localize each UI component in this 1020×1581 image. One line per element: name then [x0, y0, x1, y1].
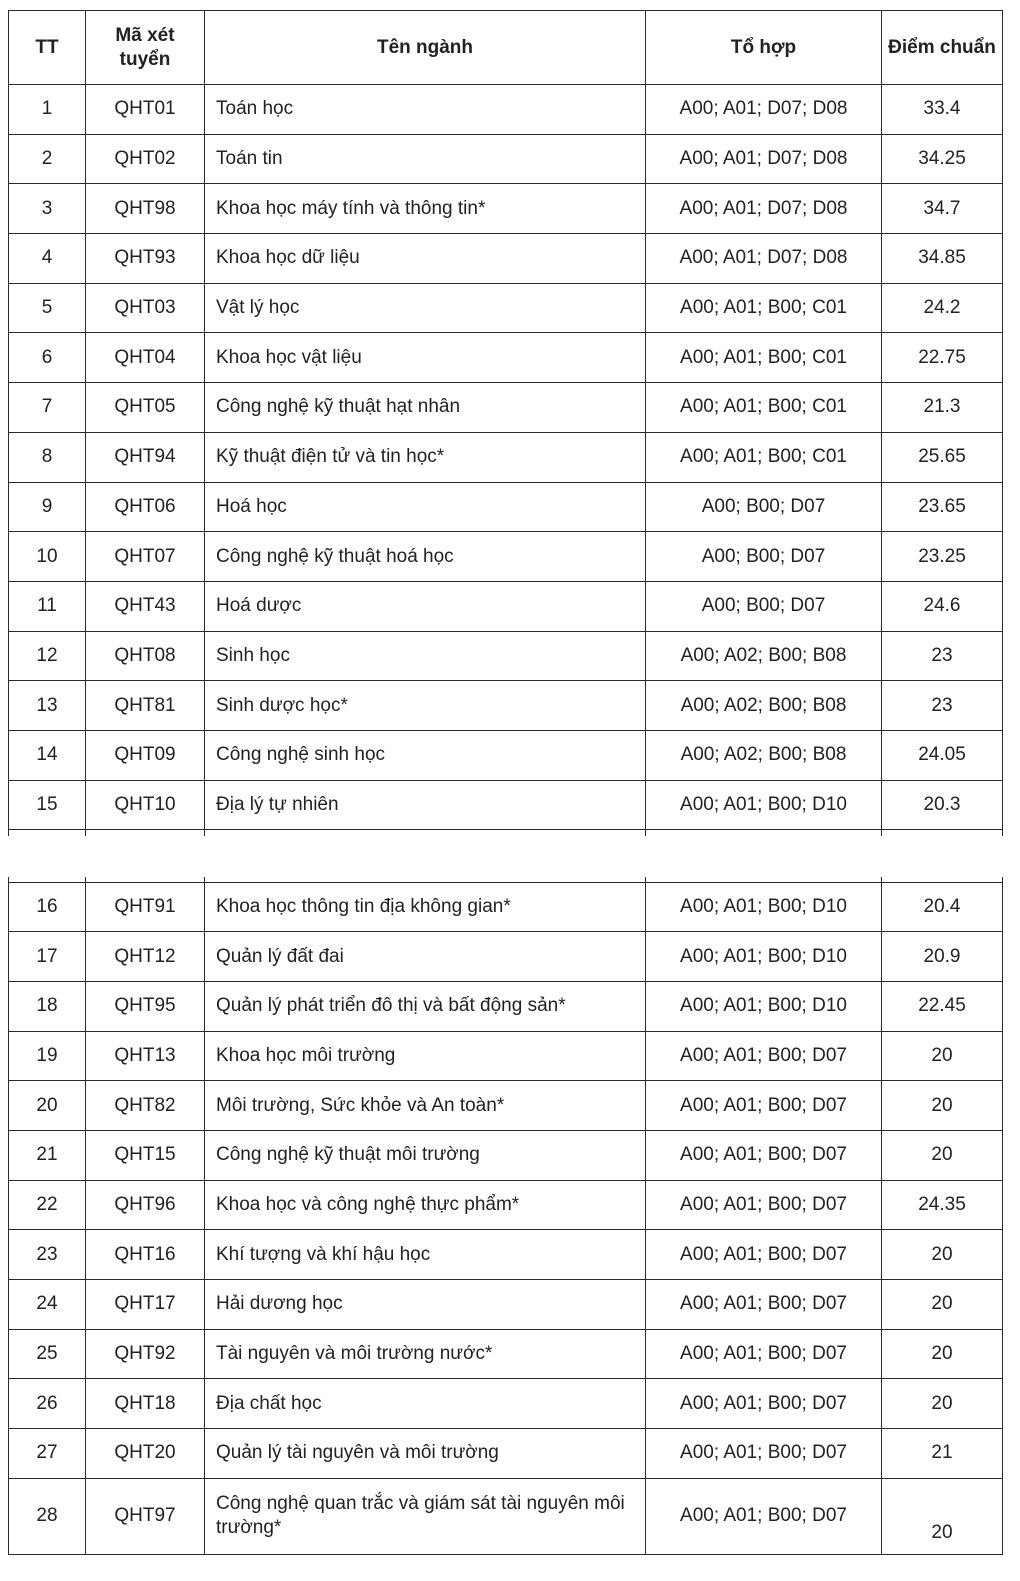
row-number: 10 [9, 532, 86, 582]
subject-combination: A00; A01; B00; C01 [646, 432, 882, 482]
major-code: QHT15 [86, 1130, 205, 1180]
subject-combination: A00; B00; D07 [646, 581, 882, 631]
subject-combination: A00; A01; B00; D07 [646, 1081, 882, 1131]
table-row [9, 134, 1003, 184]
subject-combination: A00; A02; B00; B08 [646, 631, 882, 681]
row-number: 15 [9, 780, 86, 830]
major-code: QHT13 [86, 1031, 205, 1081]
table-row [9, 882, 1003, 932]
table-row [9, 1230, 1003, 1280]
table-row [9, 283, 1003, 333]
major-code: QHT05 [86, 383, 205, 433]
table-row [9, 581, 1003, 631]
table-row [9, 1180, 1003, 1230]
subject-combination: A00; A02; B00; B08 [646, 730, 882, 780]
major-name: Hải dương học [205, 1280, 646, 1330]
row-number: 12 [9, 631, 86, 681]
admission-table-part-2 [8, 877, 1003, 1555]
major-name: Quản lý tài nguyên và môi trường [205, 1429, 646, 1479]
row-number: 5 [9, 283, 86, 333]
subject-combination: A00; A01; B00; C01 [646, 283, 882, 333]
major-code: QHT17 [86, 1280, 205, 1330]
subject-combination: A00; A01; B00; D07 [646, 1429, 882, 1479]
major-name: Sinh dược học* [205, 681, 646, 731]
cutoff-score: 22.75 [882, 333, 1003, 383]
table-row [9, 383, 1003, 433]
major-name: Khoa học máy tính và thông tin* [205, 184, 646, 234]
header-score: Điểm chuẩn [882, 11, 1003, 85]
major-code: QHT92 [86, 1329, 205, 1379]
major-name: Công nghệ kỹ thuật môi trường [205, 1130, 646, 1180]
major-code: QHT04 [86, 333, 205, 383]
table-row [9, 631, 1003, 681]
major-code: QHT43 [86, 581, 205, 631]
major-code: QHT12 [86, 932, 205, 982]
header-tt: TT [9, 11, 86, 85]
major-code: QHT09 [86, 730, 205, 780]
table-row [9, 1081, 1003, 1131]
table-row [9, 482, 1003, 532]
row-number: 13 [9, 681, 86, 731]
major-name: Khoa học thông tin địa không gian* [205, 882, 646, 932]
major-name: Môi trường, Sức khỏe và An toàn* [205, 1081, 646, 1131]
major-name: Tài nguyên và môi trường nước* [205, 1329, 646, 1379]
subject-combination: A00; A01; D07; D08 [646, 234, 882, 284]
major-code: QHT10 [86, 780, 205, 830]
cutoff-score: 20 [882, 1379, 1003, 1429]
major-code: QHT96 [86, 1180, 205, 1230]
row-number: 28 [9, 1478, 86, 1554]
table-row [9, 1478, 1003, 1554]
row-number: 14 [9, 730, 86, 780]
header-code: Mã xét tuyển [86, 11, 205, 85]
cutoff-score: 23 [882, 681, 1003, 731]
cutoff-score: 20 [882, 1329, 1003, 1379]
table-row [9, 681, 1003, 731]
major-name: Quản lý đất đai [205, 932, 646, 982]
row-number: 1 [9, 85, 86, 135]
subject-combination: A00; A01; B00; D10 [646, 780, 882, 830]
table-row [9, 1329, 1003, 1379]
cutoff-score: 34.25 [882, 134, 1003, 184]
row-number: 16 [9, 882, 86, 932]
table-header-row [9, 11, 1003, 85]
row-number: 9 [9, 482, 86, 532]
major-name: Công nghệ kỹ thuật hạt nhân [205, 383, 646, 433]
header-combo: Tổ hợp [646, 11, 882, 85]
subject-combination: A00; A01; D07; D08 [646, 184, 882, 234]
major-code: QHT07 [86, 532, 205, 582]
row-number: 17 [9, 932, 86, 982]
table-row [9, 532, 1003, 582]
cutoff-score: 20 [882, 1280, 1003, 1330]
subject-combination: A00; A01; D07; D08 [646, 85, 882, 135]
major-code: QHT97 [86, 1478, 205, 1554]
row-number: 21 [9, 1130, 86, 1180]
subject-combination: A00; A01; D07; D08 [646, 134, 882, 184]
cutoff-score: 24.2 [882, 283, 1003, 333]
cutoff-score: 20 [882, 1478, 1003, 1554]
major-name: Khoa học môi trường [205, 1031, 646, 1081]
row-number: 20 [9, 1081, 86, 1131]
cutoff-score: 23.25 [882, 532, 1003, 582]
cutoff-score: 24.6 [882, 581, 1003, 631]
subject-combination: A00; A01; B00; D07 [646, 1280, 882, 1330]
cutoff-score: 20.4 [882, 882, 1003, 932]
major-code: QHT94 [86, 432, 205, 482]
major-name: Hoá học [205, 482, 646, 532]
row-number: 2 [9, 134, 86, 184]
cutoff-score: 20 [882, 1031, 1003, 1081]
row-number: 11 [9, 581, 86, 631]
major-code: QHT91 [86, 882, 205, 932]
subject-combination: A00; A01; B00; D07 [646, 1379, 882, 1429]
major-code: QHT95 [86, 981, 205, 1031]
subject-combination: A00; B00; D07 [646, 482, 882, 532]
major-code: QHT01 [86, 85, 205, 135]
table-row [9, 1031, 1003, 1081]
major-code: QHT82 [86, 1081, 205, 1131]
major-name: Khoa học và công nghệ thực phẩm* [205, 1180, 646, 1230]
subject-combination: A00; A01; B00; D10 [646, 882, 882, 932]
table-row [9, 432, 1003, 482]
table-row [9, 184, 1003, 234]
row-number: 3 [9, 184, 86, 234]
subject-combination: A00; B00; D07 [646, 532, 882, 582]
major-name: Hoá dược [205, 581, 646, 631]
major-code: QHT98 [86, 184, 205, 234]
table-row [9, 85, 1003, 135]
cutoff-score: 25.65 [882, 432, 1003, 482]
row-number: 6 [9, 333, 86, 383]
major-name: Công nghệ quan trắc và giám sát tài nguyên môi trường* [205, 1478, 646, 1554]
cutoff-score: 23.65 [882, 482, 1003, 532]
row-number: 18 [9, 981, 86, 1031]
row-number: 26 [9, 1379, 86, 1429]
table-row [9, 333, 1003, 383]
subject-combination: A00; A01; B00; D07 [646, 1180, 882, 1230]
major-code: QHT20 [86, 1429, 205, 1479]
major-name: Vật lý học [205, 283, 646, 333]
row-number: 22 [9, 1180, 86, 1230]
cutoff-score: 20 [882, 1230, 1003, 1280]
major-name: Công nghệ sinh học [205, 730, 646, 780]
row-number: 27 [9, 1429, 86, 1479]
subject-combination: A00; A01; B00; D07 [646, 1130, 882, 1180]
subject-combination: A00; A01; B00; D10 [646, 981, 882, 1031]
admission-table-part-1 [8, 10, 1003, 836]
cutoff-score: 20.3 [882, 780, 1003, 830]
subject-combination: A00; A01; B00; D07 [646, 1329, 882, 1379]
major-code: QHT06 [86, 482, 205, 532]
table-row [9, 932, 1003, 982]
subject-combination: A00; A01; B00; C01 [646, 383, 882, 433]
major-code: QHT08 [86, 631, 205, 681]
row-number: 4 [9, 234, 86, 284]
table-row [9, 730, 1003, 780]
row-number: 19 [9, 1031, 86, 1081]
row-number: 25 [9, 1329, 86, 1379]
major-name: Toán tin [205, 134, 646, 184]
major-name: Công nghệ kỹ thuật hoá học [205, 532, 646, 582]
table-continuation [9, 830, 1003, 836]
table-row [9, 1280, 1003, 1330]
row-number: 24 [9, 1280, 86, 1330]
subject-combination: A00; A01; B00; C01 [646, 333, 882, 383]
subject-combination: A00; A01; B00; D07 [646, 1478, 882, 1554]
major-name: Quản lý phát triển đô thị và bất động sản* [205, 981, 646, 1031]
cutoff-score: 24.05 [882, 730, 1003, 780]
table-row [9, 981, 1003, 1031]
major-code: QHT16 [86, 1230, 205, 1280]
table-row [9, 1130, 1003, 1180]
major-name: Khoa học vật liệu [205, 333, 646, 383]
table-row [9, 234, 1003, 284]
major-code: QHT02 [86, 134, 205, 184]
cutoff-score: 20 [882, 1081, 1003, 1131]
table-row [9, 1379, 1003, 1429]
cutoff-score: 34.7 [882, 184, 1003, 234]
table-row [9, 1429, 1003, 1479]
row-number: 7 [9, 383, 86, 433]
cutoff-score: 22.45 [882, 981, 1003, 1031]
row-number: 23 [9, 1230, 86, 1280]
major-code: QHT81 [86, 681, 205, 731]
subject-combination: A00; A02; B00; B08 [646, 681, 882, 731]
major-name: Khí tượng và khí hậu học [205, 1230, 646, 1280]
cutoff-score: 23 [882, 631, 1003, 681]
row-number: 8 [9, 432, 86, 482]
cutoff-score: 34.85 [882, 234, 1003, 284]
cutoff-score: 21 [882, 1429, 1003, 1479]
header-name: Tên ngành [205, 11, 646, 85]
table-row [9, 780, 1003, 830]
major-name: Khoa học dữ liệu [205, 234, 646, 284]
subject-combination: A00; A01; B00; D07 [646, 1031, 882, 1081]
major-code: QHT03 [86, 283, 205, 333]
major-name: Địa chất học [205, 1379, 646, 1429]
major-name: Kỹ thuật điện tử và tin học* [205, 432, 646, 482]
major-name: Địa lý tự nhiên [205, 780, 646, 830]
major-code: QHT93 [86, 234, 205, 284]
cutoff-score: 20.9 [882, 932, 1003, 982]
cutoff-score: 33.4 [882, 85, 1003, 135]
cutoff-score: 24.35 [882, 1180, 1003, 1230]
subject-combination: A00; A01; B00; D07 [646, 1230, 882, 1280]
major-code: QHT18 [86, 1379, 205, 1429]
cutoff-score: 20 [882, 1130, 1003, 1180]
major-name: Toán học [205, 85, 646, 135]
subject-combination: A00; A01; B00; D10 [646, 932, 882, 982]
cutoff-score: 21.3 [882, 383, 1003, 433]
major-name: Sinh học [205, 631, 646, 681]
